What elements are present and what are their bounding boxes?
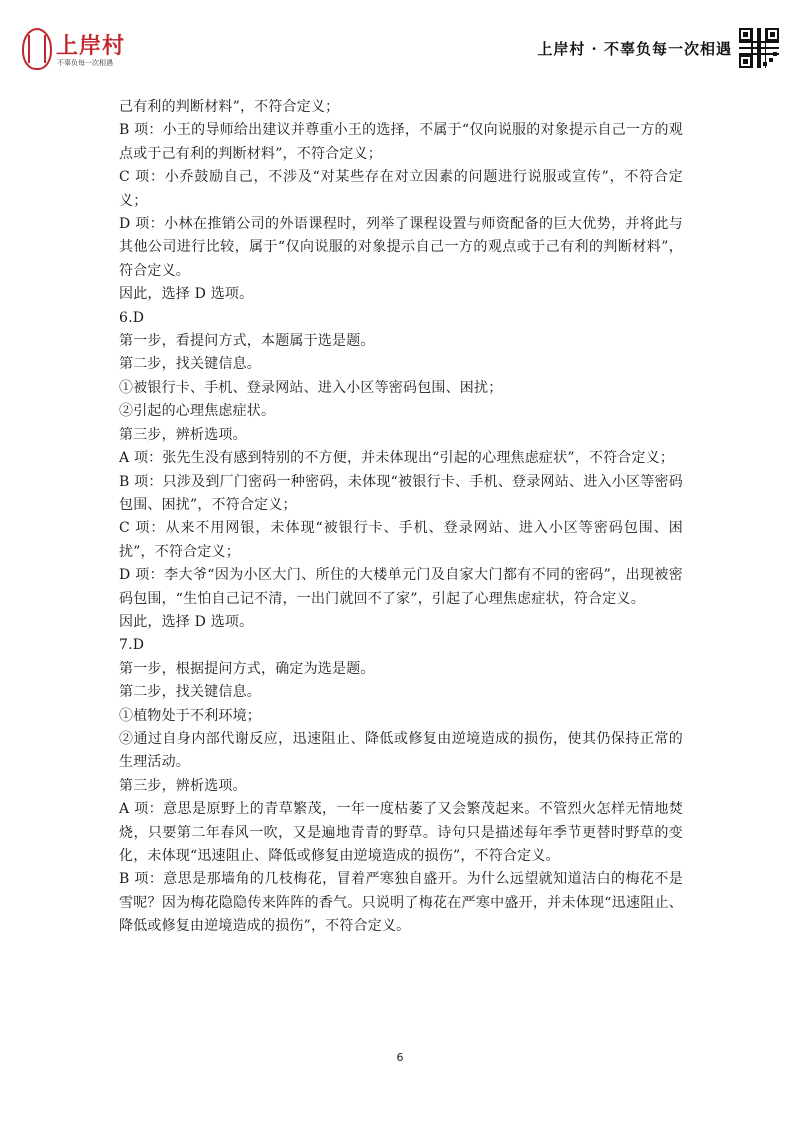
paragraph: 第二步，找关键信息。 [119, 684, 261, 701]
seal-icon [22, 28, 52, 70]
paragraph: 第一步，根据提问方式，确定为选是题。 [119, 660, 375, 677]
paragraph: 因此，选择 D 选项。 [119, 613, 254, 630]
paragraph: B 项：只涉及到厂门密码一种密码，未体现“被银行卡、手机、登录网站、进入小区等密码包围、困扰”，不符合定义； [119, 473, 683, 513]
header-tagline: 上岸村 · 不辜负每一次相遇 [537, 40, 732, 58]
page-number: 6 [396, 1051, 404, 1064]
brand-slogan: 不辜负每一次相遇 [57, 59, 113, 67]
paragraph: D 项：小林在推销公司的外语课程时，列举了课程设置与师资配备的巨大优势，并将此与其他公司进行比较，属于“仅向说服的对象提示自己一方的观点或于己有利的判断材料”，符合定义。 [119, 216, 683, 279]
page-header [0, 0, 800, 80]
paragraph: C 项：小乔鼓励自己，不涉及“对某些存在对立因素的问题进行说服或宣传”，不符合定义； [119, 169, 683, 209]
brand-name: 上岸村 [56, 34, 126, 59]
brand-logo [22, 28, 202, 72]
paragraph: B 项：意思是那墙角的几枝梅花，冒着严寒独自盛开。为什么远望就知道洁白的梅花不是雪呢？因为梅花隐隐传来阵阵的香气。只说明了梅花在严寒中盛开，并未体现“迅速阻止、降低或修复由逆境造成的损伤”，不符合定义。 [119, 871, 683, 935]
paragraph: 第三步，辨析选项。 [119, 426, 247, 443]
question-answer-heading: 7.D [119, 637, 145, 654]
paragraph: 第二步，找关键信息。 [119, 356, 261, 373]
paragraph: A 项：意思是原野上的青草繁茂，一年一度枯萎了又会繁茂起来。不管烈火怎样无情地焚烧，只要第二年春风一吹，又是遍地青青的野草。诗句只是描述每年季节更替时野草的变化，未体现“迅速阻止、降低或修复由逆境造成的损伤”，不符合定义。 [119, 801, 683, 864]
paragraph: B 项：小王的导师给出建议并尊重小王的选择，不属于“仅向说服的对象提示自己一方的观点或于己有利的判断材料”，不符合定义； [119, 122, 683, 162]
paragraph: ①被银行卡、手机、登录网站、进入小区等密码包围、困扰； [119, 379, 503, 396]
paragraph: 第三步，辨析选项。 [119, 777, 247, 794]
document-body [119, 96, 683, 939]
paragraph: 因此，选择 D 选项。 [119, 286, 254, 303]
paragraph: 己有利的判断材料”，不符合定义； [119, 99, 340, 115]
question-answer-heading: 6.D [119, 309, 145, 326]
paragraph: 第一步，看提问方式，本题属于选是题。 [119, 333, 375, 350]
paragraph: ②通过自身内部代谢反应，迅速阻止、降低或修复由逆境造成的损伤，使其仍保持正常的生理活动。 [119, 730, 683, 771]
paragraph: ②引起的心理焦虑症状。 [119, 403, 276, 420]
paragraph: D 项：李大爷“因为小区大门、所住的大楼单元门及自家大门都有不同的密码”，出现被密码包围，“生怕自己记不清，一出门就回不了家”，引起了心理焦虑症状，符合定义。 [119, 567, 683, 607]
qr-code-icon [739, 28, 779, 68]
paragraph: ①植物处于不利环境； [119, 707, 261, 724]
paragraph: A 项：张先生没有感到特别的不方便，并未体现出“引起的心理焦虑症状”，不符合定义； [119, 450, 675, 467]
paragraph: C 项：从来不用网银，未体现“被银行卡、手机、登录网站、进入小区等密码包围、困扰”，不符合定义； [119, 520, 683, 560]
